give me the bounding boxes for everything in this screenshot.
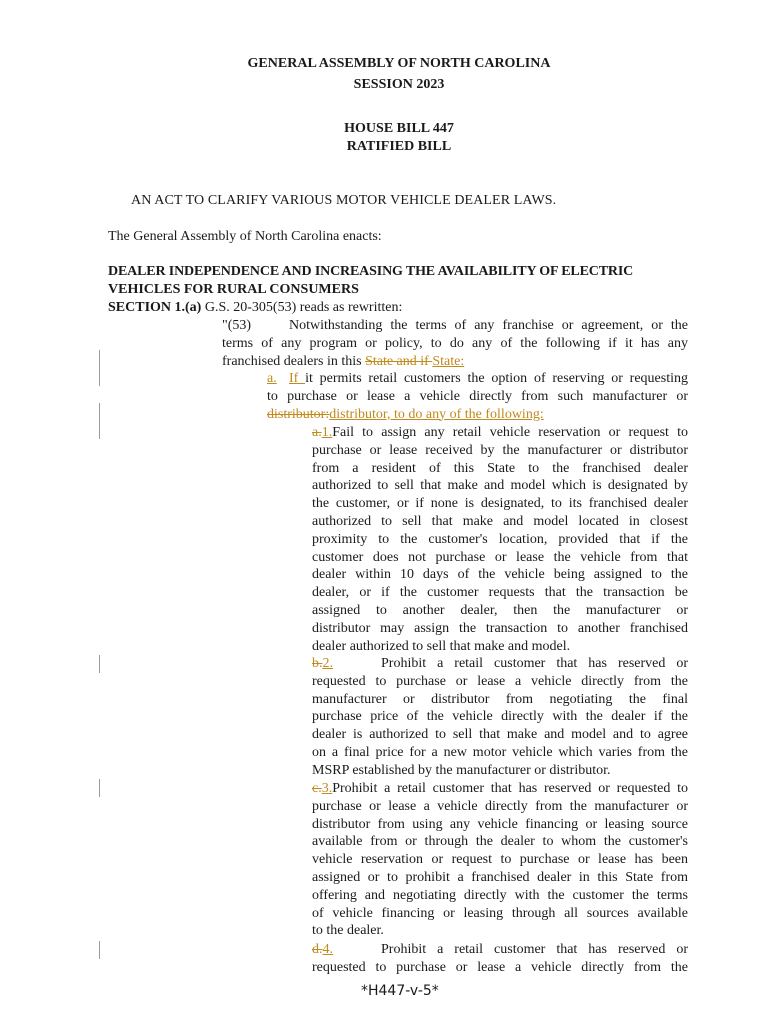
para53-line3: franchised dealers in this State and if State: — [222, 353, 465, 369]
section-heading-line2: VEHICLES FOR RURAL CONSUMERS — [108, 282, 359, 297]
para53-line2: terms of any program or policy, to do any of the following if it has any — [222, 335, 688, 351]
section-intro — [108, 299, 402, 317]
item-4-first-block — [381, 941, 688, 959]
inserted-text: State: — [432, 353, 465, 369]
item-a-line2: to purchase or lease a vehicle directly from such manufacturer or — [267, 388, 688, 404]
item-1-line: assigned to another dealer, then the manufacturer or — [312, 602, 688, 618]
deleted-text: b. — [312, 656, 323, 671]
item-1-line: purchase or lease received by the manufacturer or distributor — [312, 442, 688, 458]
document-id-footer: *H447-v-5* — [361, 983, 439, 999]
item-a-label — [267, 370, 277, 388]
deleted-text: d. — [312, 942, 323, 957]
item-3-line: offering and negotiating directly with the customer the terms — [312, 887, 688, 903]
item-3-line: vehicle reservation or request to purchase or lease has been — [312, 852, 688, 868]
item-1-line: authorized to sell that make and model located in closest — [312, 513, 688, 529]
section-label: SECTION 1.(a) — [108, 300, 202, 315]
change-bar — [99, 779, 100, 797]
item-1-line: a.1.Fail to assign any retail vehicle reservation or request to — [312, 425, 688, 440]
session-title: SESSION 2023 — [353, 77, 445, 92]
item-2-line: manufacturer or distributor from negotiating the final — [312, 691, 688, 707]
enacting-clause: The General Assembly of North Carolina enacts: — [108, 229, 382, 244]
bill-status: RATIFIED BILL — [346, 139, 452, 154]
section-text: G.S. 20-305(53) reads as rewritten: — [201, 300, 403, 315]
item-1-line: from a resident of this State to the franchised dealer — [312, 460, 688, 476]
item-1-line: dealer authorized to sell that make and model. — [312, 638, 571, 654]
item-4-line: Prohibit a retail customer that has reserved or — [381, 942, 688, 957]
item-2-line: MSRP established by the manufacturer or distributor. — [312, 762, 611, 778]
deleted-text: a. — [312, 425, 322, 440]
item-1-line: dealer, or if the customer requests that the transaction be — [312, 585, 688, 601]
item-2-line: Prohibit a retail customer that has reserved or — [381, 656, 688, 671]
deleted-text: distributor: — [267, 406, 330, 422]
item-2-label — [312, 655, 333, 673]
change-bar — [99, 655, 100, 673]
item-3-line: of vehicle financing or leasing through all sources available — [312, 905, 688, 921]
para53-line1-block — [289, 317, 688, 335]
item-3-line: to the dealer. — [312, 923, 384, 939]
para53-line1: Notwithstanding the terms of any franchise or agreement, or the — [289, 318, 688, 333]
item-2-line: dealer is authorized to sell that make and model and to agree — [312, 727, 688, 743]
item-1-line: authorized to sell that make and model which is designated by — [312, 478, 688, 494]
inserted-text: 4. — [322, 942, 333, 957]
bill-number: HOUSE BILL 447 — [344, 121, 454, 136]
deleted-text: State and if — [365, 353, 433, 369]
inserted-text: 1. — [321, 425, 333, 440]
act-title: AN ACT TO CLARIFY VARIOUS MOTOR VEHICLE DEALER LAWS. — [131, 193, 557, 208]
item-4-block — [312, 959, 688, 977]
item-a-line1: If it permits retail customers the option of reserving or requesting — [289, 371, 688, 386]
inserted-text: 2. — [322, 656, 333, 671]
change-bar — [99, 941, 100, 959]
para-number: "(53) — [222, 318, 252, 333]
item-2-line: purchase price of the vehicle directly with the dealer if the — [312, 709, 688, 725]
item-2-line: on a final price for a new motor vehicle which varies from the — [312, 744, 688, 760]
item-a-block — [267, 388, 688, 424]
inserted-text: distributor, to do any of the following: — [329, 406, 544, 422]
item-3-line: purchase or lease a vehicle directly from the manufacturer or — [312, 798, 688, 814]
item-4-label — [312, 941, 333, 959]
item-1-line: the customer, or if none is designated, to its franchised dealer — [312, 496, 688, 512]
para53-block — [222, 335, 688, 371]
item-1-line: distributor may assign the transaction to another franchised — [312, 620, 688, 636]
item-4-line: requested to purchase or lease a vehicle directly from the — [312, 959, 688, 975]
item-1-line: proximity to the customer's location, provided that if the — [312, 531, 688, 547]
item-3-line: available from or through the dealer to whom the customer's — [312, 834, 688, 850]
item-2-first-block — [381, 655, 688, 673]
section-heading-line1: DEALER INDEPENDENCE AND INCREASING THE AVAILABILITY OF ELECTRIC — [108, 264, 634, 279]
item-1-line: dealer within 10 days of the vehicle being assigned to the — [312, 567, 688, 583]
item-a-line3 — [267, 406, 688, 424]
deleted-text: c. — [312, 781, 322, 796]
item-1-block — [312, 424, 688, 655]
change-bar — [99, 350, 100, 386]
item-2-line: requested to purchase or lease a vehicle directly from the — [312, 673, 688, 689]
item-2-block — [312, 673, 688, 780]
item-3-line: c.3.Prohibit a retail customer that has reserved or requested to — [312, 781, 688, 796]
change-bar — [99, 403, 100, 439]
inserted-text: 3. — [321, 781, 333, 796]
inserted-text: If — [289, 371, 306, 386]
item-3-line: assigned or to prohibit a franchised dealer in this State from — [312, 869, 688, 885]
assembly-title: GENERAL ASSEMBLY OF NORTH CAROLINA — [247, 56, 551, 71]
item-3-block — [312, 780, 688, 940]
item-a-line1-block — [289, 370, 688, 388]
item-3-line: distributor from using any vehicle financing or leasing source — [312, 816, 688, 832]
item-1-line: customer does not purchase or lease the vehicle from that — [312, 549, 688, 565]
inserted-text: a. — [267, 371, 277, 386]
